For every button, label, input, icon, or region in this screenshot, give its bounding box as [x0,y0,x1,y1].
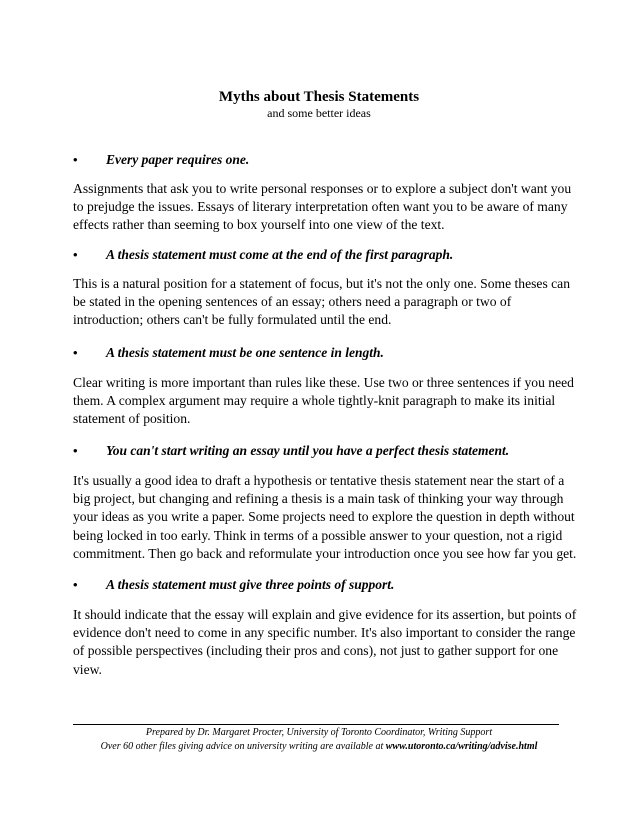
paragraph-line: being locked in too early. Think in terms of a possible answer to your question, not a rigid [73,527,563,543]
document-subtitle: and some better ideas [267,106,371,120]
paragraph-line: statement of position. [73,411,191,427]
body-paragraph [73,374,574,429]
paragraph-line: introduction; others can't be fully formulated until the end. [73,312,392,328]
bullet-icon: • [73,345,78,360]
myth-text: A thesis statement must come at the end of the first paragraph. [106,247,454,262]
footer-resources-text: Over 60 other files giving advice on university writing are available at [100,741,386,752]
paragraph-line: be stated in the opening sentences of an essay; others need a paragraph or two of [73,294,512,310]
paragraph-line: This is a natural position for a statement of focus, but it's not the only one. Some theses can [73,276,571,291]
paragraph-line: evidence don't need to come in any specific number. It's also important to consider the range [73,625,576,641]
paragraph-line: view. [73,661,102,677]
paragraph-line: commitment. Then go back and reformulate your introduction once you see how far you get. [73,545,577,561]
bullet-icon: • [73,577,78,592]
bullet-icon: • [73,247,78,262]
body-paragraph [73,180,572,235]
paragraph-line: It's usually a good idea to draft a hypothesis or tentative thesis statement near the start of a [73,473,565,488]
body-paragraph [73,275,571,330]
paragraph-line: of possible perspectives (including their pros and cons), not just to gather support for one [73,643,559,659]
footer-credit: Prepared by Dr. Margaret Procter, University of Toronto Coordinator, Writing Support [145,727,493,738]
paragraph-line: It should indicate that the essay will explain and give evidence for its assertion, but points of [73,607,577,622]
myth-text: A thesis statement must be one sentence in length. [106,345,384,360]
myth-text: You can't start writing an essay until you have a perfect thesis statement. [106,443,510,458]
body-paragraph [73,606,577,679]
footer-resources [0,741,638,753]
document-title: Myths about Thesis Statements [218,89,420,105]
paragraph-line: Assignments that ask you to write personal responses or to explore a subject don't want you [73,181,572,196]
paragraph-line: your ideas as you write a paper. Some projects need to explore the question in depth without [73,509,575,525]
paragraph-line: them. A complex argument may require a whole tightly-knit paragraph to make its initial [73,393,556,409]
paragraph-line: effects rather than seeming to box yourself into one view of the text. [73,217,445,233]
myth-text: A thesis statement must give three points of support. [106,577,395,592]
bullet-icon: • [73,152,78,167]
paragraph-line: big project, but changing and refining a thesis is a main task of thinking your way through [73,491,564,507]
footer-divider [73,724,559,725]
body-paragraph [73,472,577,563]
myth-text: Every paper requires one. [106,152,250,167]
paragraph-line: Clear writing is more important than rules like these. Use two or three sentences if you need [73,375,574,390]
bullet-icon: • [73,443,78,458]
footer-link[interactable]: www.utoronto.ca/writing/advise.html [385,741,538,752]
paragraph-line: to prejudge the issues. Essays of literary interpretation often want you to be aware of many [73,199,568,215]
